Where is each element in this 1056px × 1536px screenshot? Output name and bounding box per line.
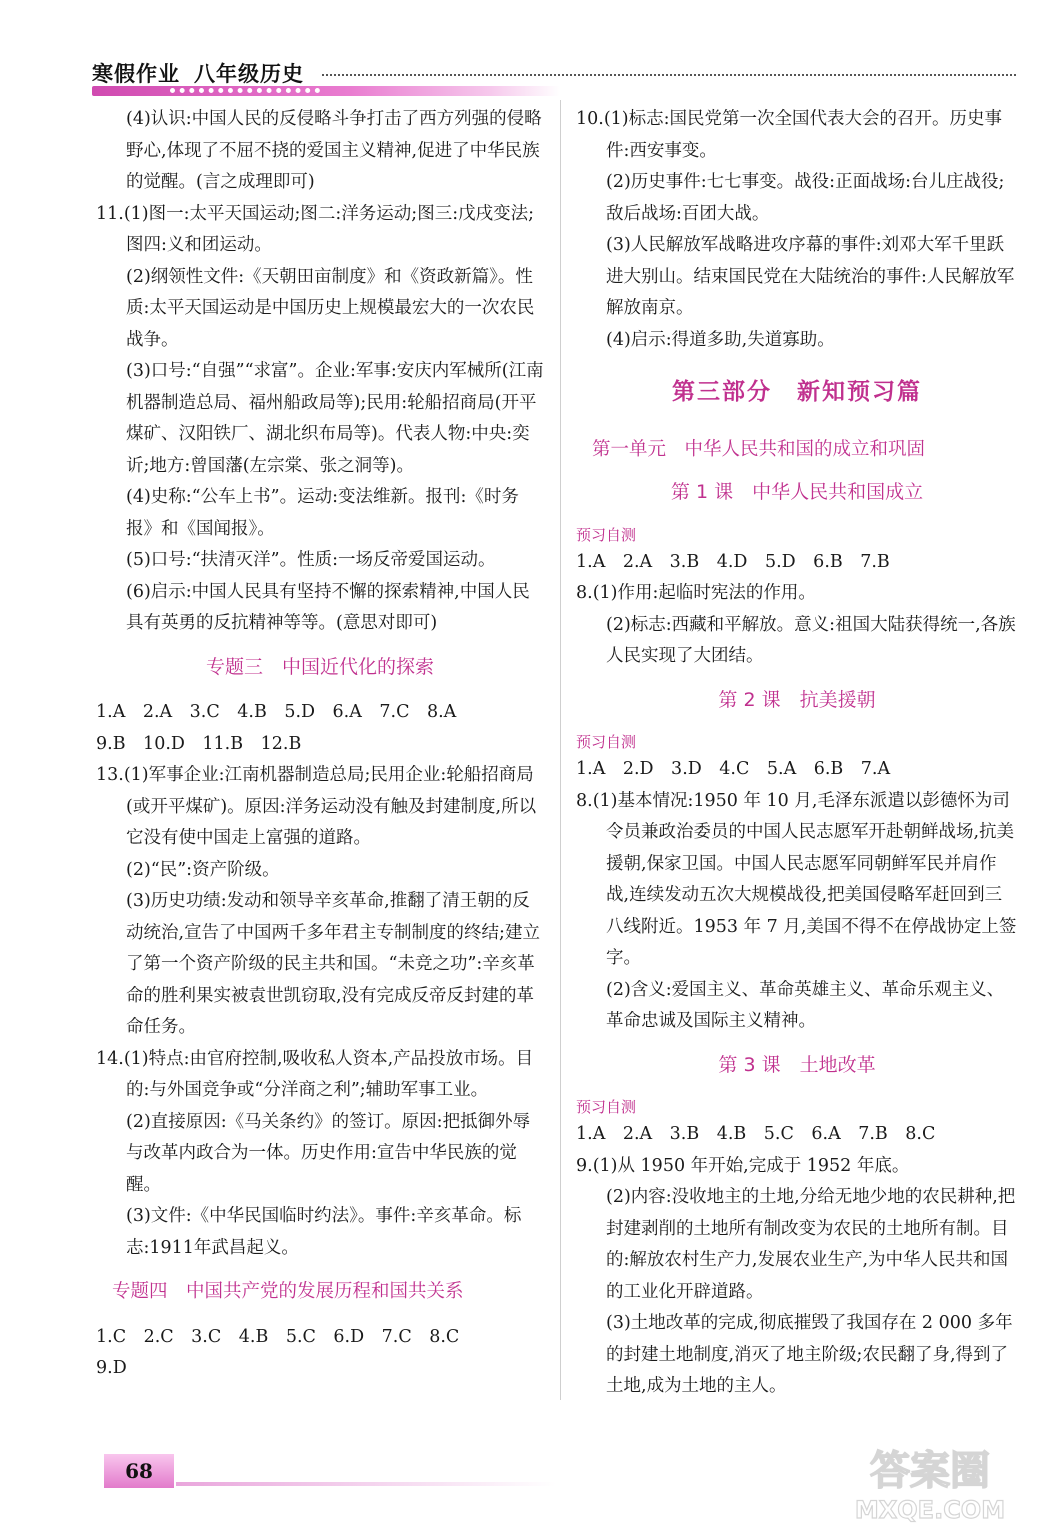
answer-11-5: (5)口号:“扶清灭洋”。性质:一场反帝爱国运动。 bbox=[126, 550, 496, 570]
header-band-dots bbox=[170, 88, 320, 93]
topic4-choices-row2: 9.D bbox=[96, 1358, 127, 1378]
answer-r10-2: (2)历史事件:七七事变。战役:正面战场:台儿庄战役;敌后战场:百团大战。 bbox=[606, 172, 1005, 224]
answer-11-3: (3)口号:“自强”“求富”。企业:军事:安庆内军械所(江南机器制造总局、福州船政局等);民用:轮船招商局(开平煤矿、汉阳铁厂、湖北织布局等)。代表人物:中央:奕䜣;地方:曾国藩(左宗棠、张之洞等)。 bbox=[126, 361, 544, 476]
answer-11-1: 11.(1)图一:太平天国运动;图二:洋务运动;图三:戊戌变法;图四:义和团运动。 bbox=[96, 203, 534, 255]
topic3-choices-row1: 1.A 2.A 3.C 4.B 5.D 6.A 7.C 8.A bbox=[96, 702, 457, 722]
answer-r10-1: 10.(1)标志:国民党第一次全国代表大会的召开。历史事件:西安事变。 bbox=[576, 109, 1003, 161]
lesson3-title: 第 3 课 土地改革 bbox=[718, 1053, 876, 1076]
lesson1-title: 第 1 课 中华人民共和国成立 bbox=[670, 481, 924, 503]
lesson2-title: 第 2 课 抗美援朝 bbox=[718, 688, 876, 711]
lesson1-answer-8-1: 8.(1)作用:起临时宪法的作用。 bbox=[576, 583, 816, 603]
unit1-title: 第一单元 中华人民共和国的成立和巩固 bbox=[592, 438, 926, 460]
answer-11-6: (6)启示:中国人民具有坚持不懈的探索精神,中国人民具有英勇的反抗精神等等。(意思对即可) bbox=[126, 581, 530, 633]
topic4-choices-row1: 1.C 2.C 3.C 4.B 5.C 6.D 7.C 8.C bbox=[96, 1326, 460, 1347]
answer-13-3: (3)历史功绩:发动和领导辛亥革命,推翻了清王朝的反动统治,宣告了中国两千多年君主专制制度的终结;建立了第一个资产阶级的民主共和国。“未竞之功”:辛亥革命的胜利果实被袁世凯窃取,没有完成反帝反封建的革命任务。 bbox=[126, 891, 540, 1037]
header-band bbox=[92, 86, 560, 96]
answer-14-1: 14.(1)特点:由官府控制,吸收私人资本,产品投放市场。目的:与外国竞争或“分洋商之利”;辅助军事工业。 bbox=[96, 1048, 534, 1100]
preview-label-3: 预习自测 bbox=[576, 1098, 637, 1116]
preview-label-1: 预习自测 bbox=[576, 525, 637, 544]
column-divider bbox=[560, 100, 561, 1400]
lesson1-answer-8-2: (2)标志:西藏和平解放。意义:祖国大陆获得统一,各族人民实现了大团结。 bbox=[606, 614, 1016, 666]
page-number: 68 bbox=[104, 1454, 174, 1488]
answer-r10-3: (3)人民解放军战略进攻序幕的事件:刘邓大军千里跃进大别山。结束国民党在大陆统治的事件:人民解放军解放南京。 bbox=[606, 235, 1015, 318]
lesson3-answer-9-1: 9.(1)从 1950 年开始,完成于 1952 年底。 bbox=[576, 1155, 910, 1176]
preview-label-2: 预习自测 bbox=[576, 733, 637, 751]
part3-title: 第三部分 新知预习篇 bbox=[672, 378, 922, 405]
watermark-text-top: 答案圈 bbox=[870, 1448, 990, 1494]
header-dotted-rule bbox=[322, 74, 1016, 76]
answer-14-2: (2)直接原因:《马关条约》的签订。原因:把抵御外辱与改革内政合为一体。历史作用:宣告中华民族的觉醒。 bbox=[126, 1111, 531, 1195]
answer-10-4: (4)认识:中国人民的反侵略斗争打击了西方列强的侵略野心,体现了不屈不挠的爱国主义精神,促进了中华民族的觉醒。(言之成理即可) bbox=[126, 109, 542, 192]
answer-r10-4: (4)启示:得道多助,失道寡助。 bbox=[606, 329, 835, 350]
topic3-title: 专题三 中国近代化的探索 bbox=[205, 655, 434, 678]
answer-13-1: 13.(1)军事企业:江南机器制造总局;民用企业:轮船招商局(或开平煤矿)。原因:洋务运动没有触及封建制度,所以它没有使中国走上富强的道路。 bbox=[96, 765, 537, 848]
footer-rule bbox=[176, 1482, 556, 1486]
lesson1-choices: 1.A 2.A 3.B 4.D 5.D 6.B 7.B bbox=[576, 551, 890, 572]
lesson3-answer-9-3: (3)土地改革的完成,彻底摧毁了我国存在 2 000 多年的封建土地制度,消灭了地主阶级;农民翻了身,得到了土地,成为土地的主人。 bbox=[606, 1313, 1013, 1396]
lesson3-choices: 1.A 2.A 3.B 4.B 5.C 6.A 7.B 8.C bbox=[576, 1124, 936, 1144]
answer-11-2: (2)纲领性文件:《天朝田亩制度》和《资政新篇》。性质:太平天国运动是中国历史上规模最宏大的一次农民战争。 bbox=[126, 266, 535, 350]
lesson3-answer-9-2: (2)内容:没收地主的土地,分给无地少地的农民耕种,把封建剥削的土地所有制改变为农民的土地所有制。目的:解放农村生产力,发展农业生产,为中华人民共和国的工业化开辟道路。 bbox=[606, 1187, 1016, 1302]
lesson2-choices: 1.A 2.D 3.D 4.C 5.A 6.B 7.A bbox=[576, 759, 891, 779]
watermark-text-bottom: MXQE.COM bbox=[854, 1496, 1006, 1524]
answer-11-4: (4)史称:“公车上书”。运动:变法维新。报刊:《时务报》和《国闻报》。 bbox=[126, 487, 519, 539]
left-column bbox=[96, 104, 544, 1385]
topic3-choices-row2: 9.B 10.D 11.B 12.B bbox=[96, 733, 302, 754]
header-title: 寒假作业 八年级历史 bbox=[92, 62, 304, 86]
lesson2-answer-8-2: (2)含义:爱国主义、革命英雄主义、革命乐观主义、革命忠诚及国际主义精神。 bbox=[606, 979, 1005, 1031]
right-column bbox=[576, 104, 1018, 1403]
answer-14-3: (3)文件:《中华民国临时约法》。事件:辛亥革命。标志:1911年武昌起义。 bbox=[126, 1206, 522, 1258]
answer-13-2: (2)“民”:资产阶级。 bbox=[126, 859, 280, 880]
watermark-logo bbox=[830, 1440, 1030, 1526]
topic4-title: 专题四 中国共产党的发展历程和国共关系 bbox=[112, 1281, 464, 1302]
lesson2-answer-8-1: 8.(1)基本情况:1950 年 10 月,毛泽东派遣以彭德怀为司令员兼政治委员的中国人民志愿军开赴朝鲜战场,抗美援朝,保家卫国。中国人民志愿军同朝鲜军民并肩作战,连续发动五次大规模战役,把美国侵略军赶回到三八线附近。1953 年 7 月,美国不得不在停战协定上签字。 bbox=[576, 790, 1017, 968]
